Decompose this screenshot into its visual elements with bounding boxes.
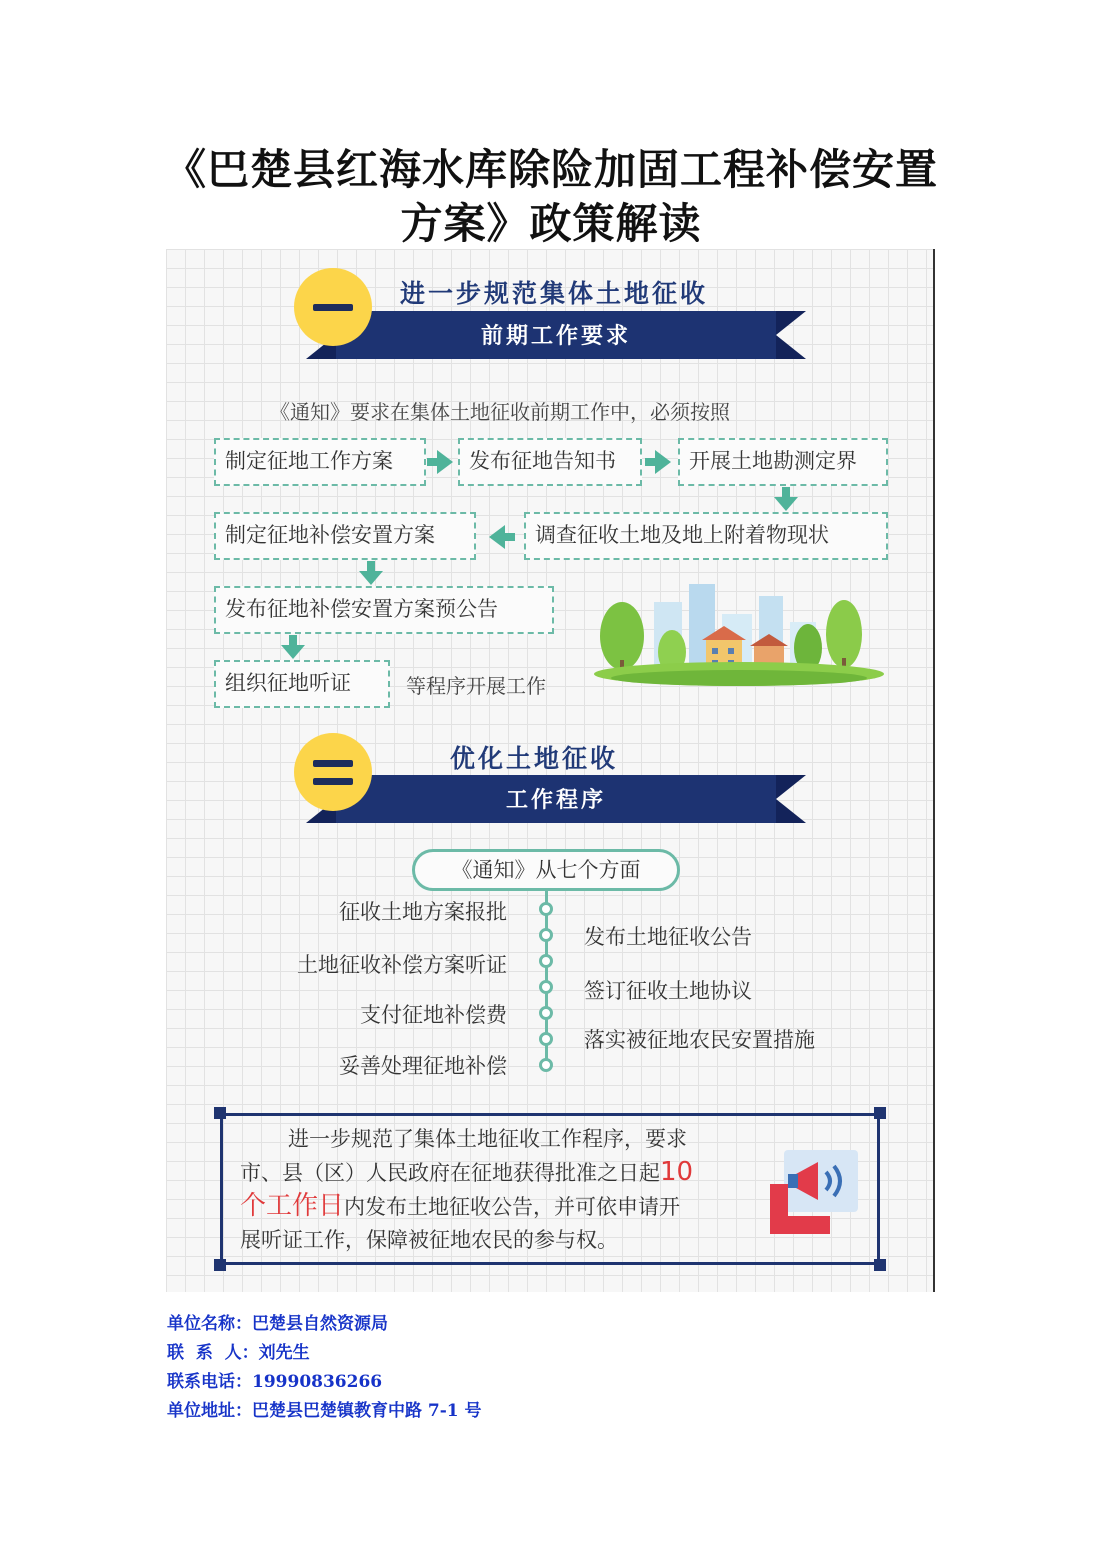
timeline-node xyxy=(539,1058,553,1072)
summary-line-3 xyxy=(240,1190,760,1224)
frame-corner xyxy=(214,1107,226,1119)
document-title-line-1: 《巴楚县红海水库除险加固工程补偿安置 xyxy=(163,145,938,194)
section-one-intro: 《通知》要求在集体土地征收前期工作中，必须按照 xyxy=(270,400,730,424)
arrow-down-icon xyxy=(774,497,798,511)
timeline-item-left: 征收土地方案报批 xyxy=(339,900,507,924)
timeline-item-right: 发布土地征收公告 xyxy=(584,925,752,949)
seven-aspects-pill: 《通知》从七个方面 xyxy=(412,849,680,891)
policy-infographic xyxy=(166,249,935,1292)
section-two-ribbon xyxy=(306,775,806,823)
arrow-right-icon xyxy=(655,450,671,474)
section-one-heading: 进一步规范集体土地征收 xyxy=(400,279,709,308)
step-hearing: 组织征地听证 xyxy=(214,660,390,708)
document-title-line-2: 方案》政策解读 xyxy=(400,199,702,248)
timeline-node xyxy=(539,1032,553,1046)
trailing-text: 等程序开展工作 xyxy=(406,674,546,698)
timeline-item-left: 土地征收补偿方案听证 xyxy=(297,953,507,977)
timeline-node xyxy=(539,1006,553,1020)
highlight-days-number: 10 xyxy=(660,1157,694,1187)
timeline-item-right: 落实被征地农民安置措施 xyxy=(584,1028,815,1052)
timeline-node xyxy=(539,954,553,968)
footer-phone: 联系电话：19990836266 xyxy=(167,1372,383,1392)
frame-corner xyxy=(874,1107,886,1119)
section-one-badge-icon xyxy=(294,268,372,346)
section-two-ribbon-text: 工作程序 xyxy=(505,788,606,813)
timeline-item-left: 妥善处理征地补偿 xyxy=(339,1054,507,1078)
summary-line-2 xyxy=(240,1156,760,1190)
summary-line-3-text: 内发布土地征收公告，并可依申请开 xyxy=(344,1195,681,1219)
arrow-right-icon xyxy=(437,450,453,474)
frame-corner xyxy=(874,1259,886,1271)
megaphone-icon xyxy=(766,1144,862,1240)
section-one-ribbon xyxy=(306,311,806,359)
footer-unit-name: 单位名称：巴楚县自然资源局 xyxy=(167,1314,388,1334)
frame-corner xyxy=(214,1259,226,1271)
summary-line-2-text: 市、县（区）人民政府在征地获得批准之日起 xyxy=(240,1161,660,1185)
summary-line-1: 进一步规范了集体土地征收工作程序，要求 xyxy=(288,1127,687,1151)
step-make-plan: 制定征地工作方案 xyxy=(214,438,426,486)
step-investigate-status: 调查征收土地及地上附着物现状 xyxy=(524,512,888,560)
arrow-down-icon xyxy=(359,571,383,585)
section-one-ribbon-text: 前期工作要求 xyxy=(480,324,631,349)
timeline-item-left: 支付征地补偿费 xyxy=(360,1003,507,1027)
summary-line-4: 展听证工作，保障被征地农民的参与权。 xyxy=(240,1228,618,1252)
footer-contact: 联 系 人：刘先生 xyxy=(167,1343,310,1363)
step-publish-notice: 发布征地告知书 xyxy=(458,438,642,486)
summary-text xyxy=(240,1123,760,1257)
arrow-down-icon xyxy=(281,645,305,659)
step-pre-announcement: 发布征地补偿安置方案预公告 xyxy=(214,586,554,634)
timeline-item-right: 签订征收土地协议 xyxy=(584,979,752,1003)
step-compensation-plan: 制定征地补偿安置方案 xyxy=(214,512,476,560)
city-skyline-trees-illustration xyxy=(594,574,884,689)
timeline-node xyxy=(539,980,553,994)
footer-address: 单位地址：巴楚县巴楚镇教育中路 7-1 号 xyxy=(167,1401,482,1421)
arrow-left-icon xyxy=(489,525,505,549)
highlight-working-days: 个工作日 xyxy=(240,1191,345,1221)
step-survey-boundary: 开展土地勘测定界 xyxy=(678,438,888,486)
section-two-badge-icon xyxy=(294,733,372,811)
timeline-node xyxy=(539,902,553,916)
timeline-node xyxy=(539,928,553,942)
section-two-heading: 优化土地征收 xyxy=(450,744,619,773)
